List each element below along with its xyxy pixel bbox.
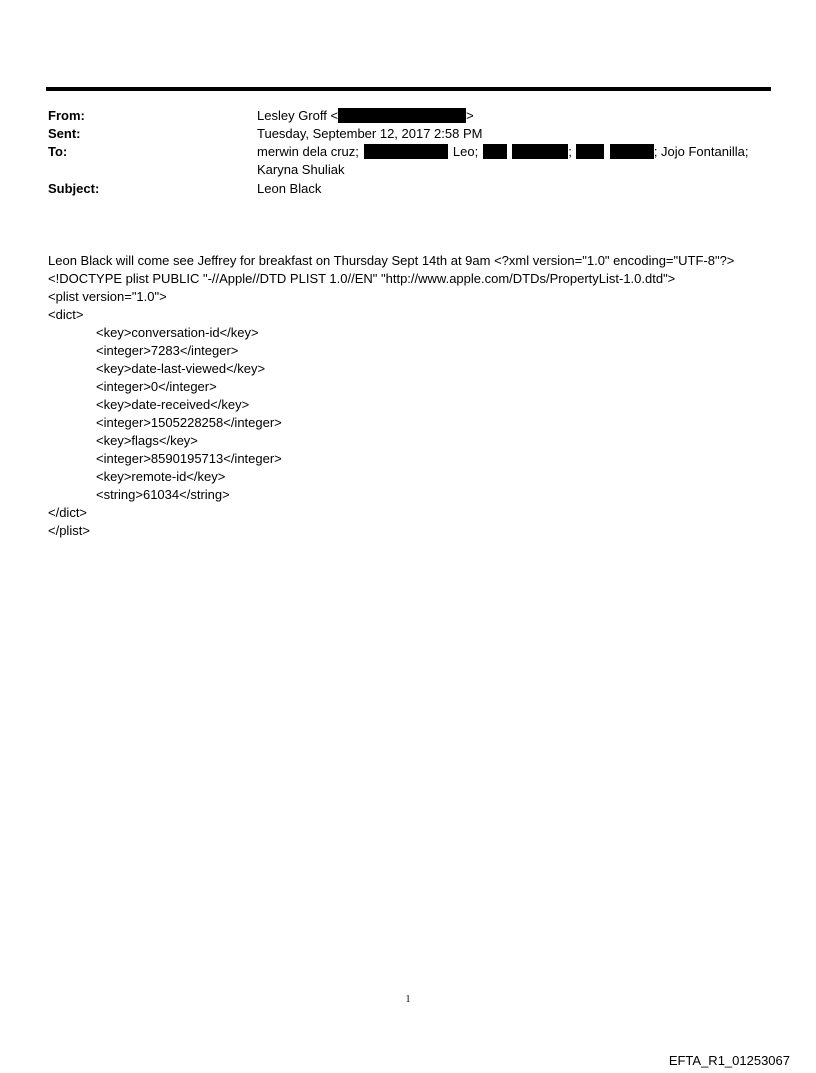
body-line: <integer>7283</integer> <box>96 343 239 358</box>
from-name: Lesley Groff < <box>257 108 339 123</box>
redaction-box <box>483 144 507 159</box>
body-line: <!DOCTYPE plist PUBLIC "-//Apple//DTD PLIST 1.0//EN" "http://www.apple.com/DTDs/PropertyList-1.0.dtd"> <box>48 271 676 286</box>
redaction-box <box>512 144 568 159</box>
to-value-line2: Karyna Shuliak <box>257 162 345 177</box>
body-line: <key>date-received</key> <box>96 397 250 412</box>
to-label: To: <box>48 144 68 159</box>
body-line: <plist version="1.0"> <box>48 289 167 304</box>
body-line: <integer>0</integer> <box>96 379 217 394</box>
body-line: <integer>8590195713</integer> <box>96 451 282 466</box>
body-line: </dict> <box>48 505 88 520</box>
document-id: EFTA_R1_01253067 <box>668 1053 790 1068</box>
body-line: <string>61034</string> <box>96 487 230 502</box>
sent-label: Sent: <box>48 126 81 141</box>
subject-value: Leon Black <box>257 181 322 196</box>
redaction-box <box>576 144 604 159</box>
body-line: Leon Black will come see Jeffrey for breakfast on Thursday Sept 14th at 9am <?xml version="1.0" encoding="UTF-8"?> <box>48 253 735 268</box>
to-recipient-2: Leo; <box>452 144 479 159</box>
page-number: 1 <box>405 994 411 1005</box>
to-value <box>257 143 748 161</box>
to-separator: ; <box>568 144 572 159</box>
body-line: <dict> <box>48 307 84 322</box>
subject-label: Subject: <box>48 181 100 196</box>
redaction-box <box>338 108 466 123</box>
to-recipient-1: merwin dela cruz; <box>257 144 359 159</box>
from-end: > <box>466 108 474 123</box>
from-value <box>257 107 474 125</box>
redaction-box <box>364 144 448 159</box>
body-line: <integer>1505228258</integer> <box>96 415 282 430</box>
body-line: <key>date-last-viewed</key> <box>96 361 266 376</box>
to-recipient-3: ; Jojo Fontanilla; <box>653 144 749 159</box>
body-line: <key>flags</key> <box>96 433 198 448</box>
body-line: </plist> <box>48 523 90 538</box>
sent-value: Tuesday, September 12, 2017 2:58 PM <box>257 126 483 141</box>
body-line: <key>remote-id</key> <box>96 469 226 484</box>
header-rule <box>46 87 771 91</box>
body-line: <key>conversation-id</key> <box>96 325 259 340</box>
email-body <box>48 234 734 558</box>
from-label: From: <box>48 108 85 123</box>
redaction-box <box>610 144 654 159</box>
